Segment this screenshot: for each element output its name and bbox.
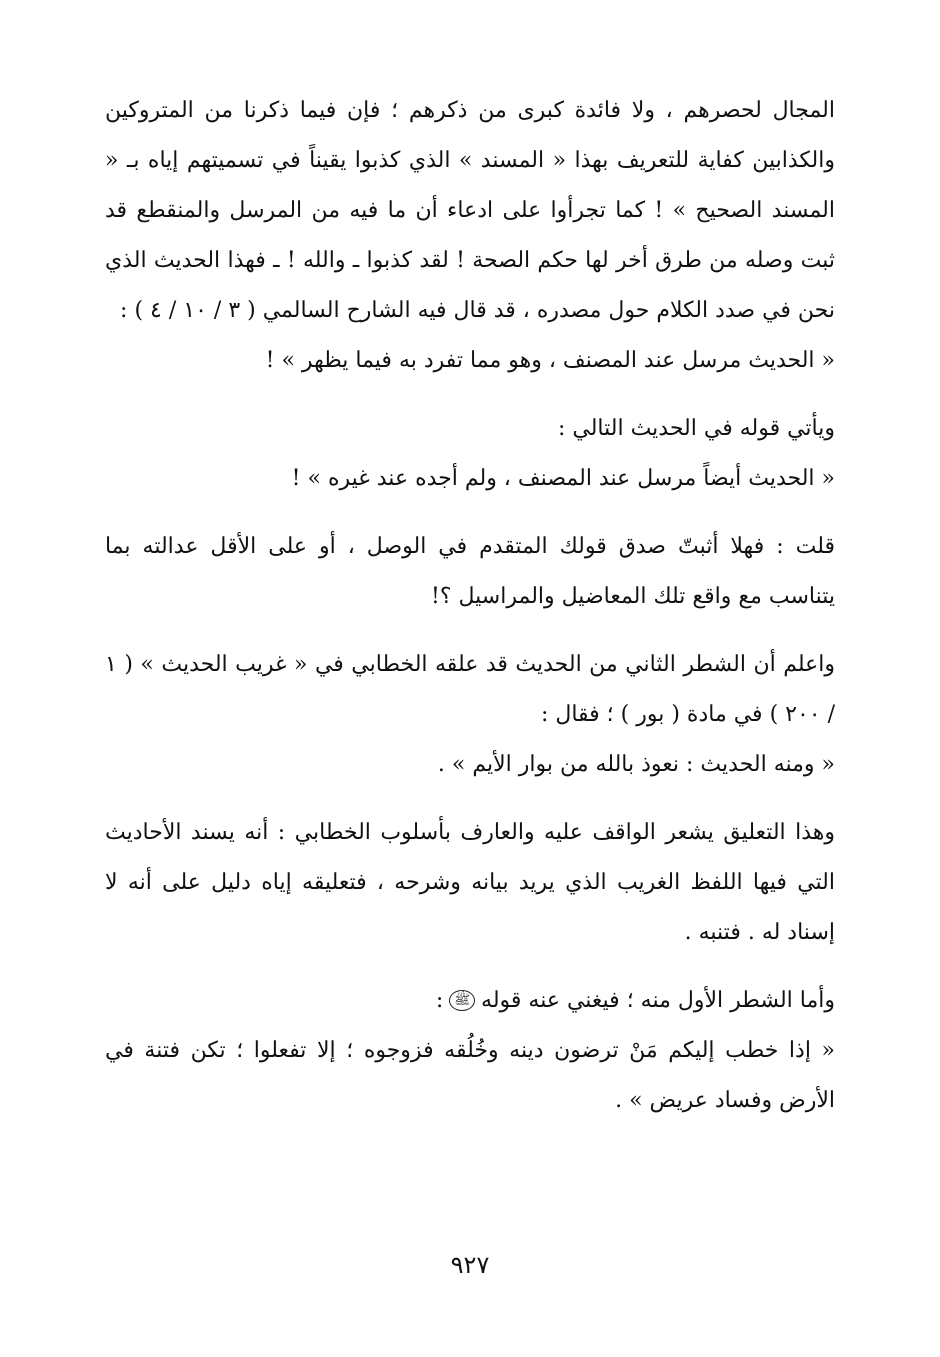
quote-hadith: « إذا خطب إليكم مَنْ ترضون دينه وخُلُقه فزوجوه ؛ إلا تفعلوا ؛ تكن فتنة في الأرض وفساد عريض » . [105,1038,836,1113]
paragraph-critique: قلت : فهلا أثبتّ صدق قولك المتقدم في الوصل ، أو على الأقل عدالته بما يتناسب مع واقع تلك المعاضيل والمراسيل ؟! [105,534,835,609]
page-number: ٩٢٧ [450,1251,490,1279]
paragraph-khattabi: واعلم أن الشطر الثاني من الحديث قد علقه الخطابي في « غريب الحديث » ( ١ / ٢٠٠ ) في مادة ( بور ) ؛ فقال : [105,652,835,727]
page-content [105,86,835,1126]
paragraph-commentary: وهذا التعليق يشعر الواقف عليه والعارف بأسلوب الخطابي : أنه يسند الأحاديث التي فيها اللفظ الغريب الذي يريد بيانه وشرحه ، فتعليقه إياه دليل على أنه لا إسناد له . فتنبه . [105,820,836,945]
salawat-icon: ﷺ [449,990,475,1011]
paragraph-intro: المجال لحصرهم ، ولا فائدة كبرى من ذكرهم ؛ فإن فيما ذكرنا من المتروكين والكذابين كفاية للتعريف بهذا « المسند » الذي كذبوا يقيناً في تسميتهم إياه بـ « المسند الصحيح » ! كما تجرأوا على ادعاء أن ما فيه من المرسل والمنقطع قد ثبت وصله من طرق أخر لها حكم الصحة ! لقد كذبوا ـ والله ! ـ فهذا الحديث الذي نحن في صدد الكلام حول مصدره ، قد قال فيه الشارح السالمي ( ٣ / ١٠ / ٤ ) : [105,98,835,323]
quote-salimi-2: « الحديث أيضاً مرسل عند المصنف ، ولم أجده عند غيره » ! [291,466,835,491]
first-part-text: وأما الشطر الأول منه ؛ فيغني عنه قوله [481,988,835,1013]
quote-khattabi: « ومنه الحديث : نعوذ بالله من بوار الأيم » . [437,752,835,777]
paragraph-first-part [105,976,835,1026]
paragraph-next-hadith: ويأتي قوله في الحديث التالي : [557,416,835,441]
quote-salimi-1: « الحديث مرسل عند المصنف ، وهو مما تفرد به فيما يظهر » ! [265,348,835,373]
first-part-colon: : [435,988,444,1013]
